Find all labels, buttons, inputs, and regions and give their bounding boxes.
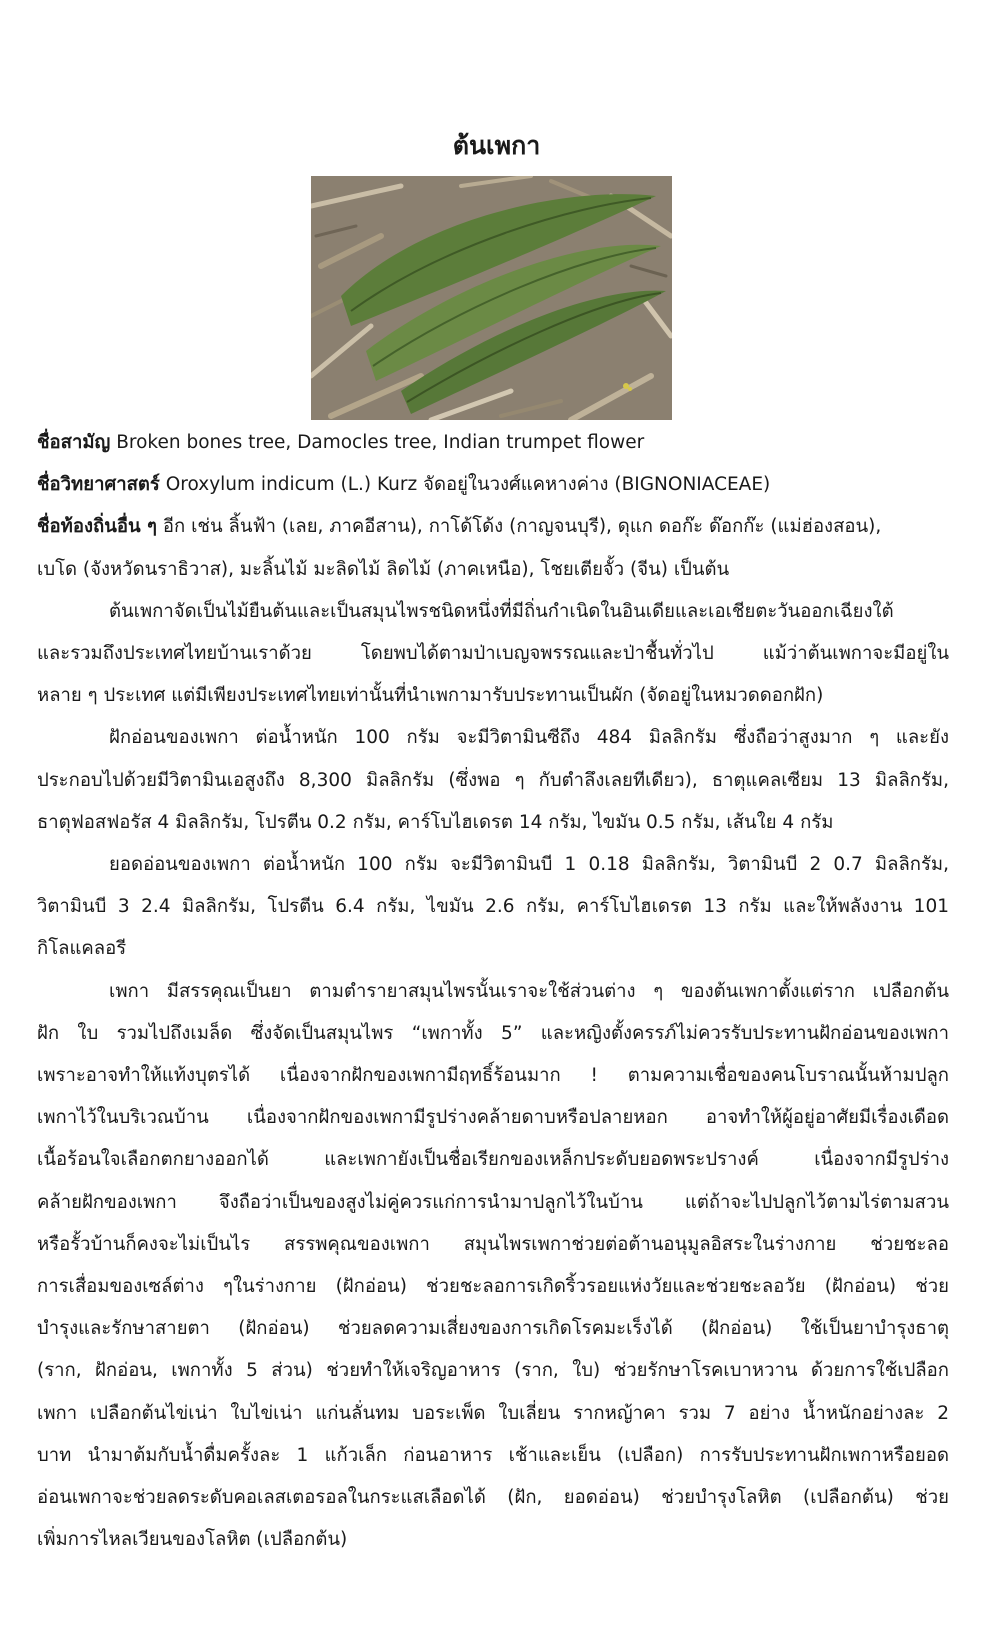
paragraph-line: วิตามินบี 3 2.4 มิลลิกรัม, โปรตีน 6.4 กรัม, ไขมัน 2.6 กรัม, คาร์โบไฮเดรต 13 กรัม และให้พลังงาน 101 — [37, 896, 949, 918]
paragraph-line: ธาตุฟอสฟอรัส 4 มิลลิกรัม, โปรตีน 0.2 กรัม, คาร์โบไฮเดรต 14 กรัม, ไขมัน 0.5 กรัม, เส้นใย 4 กรัม — [37, 811, 834, 833]
paragraph-line: เพกาไว้ในบริเวณบ้าน เนื่องจากฝักของเพกามีรูปร่างคล้ายดาบหรือปลายหอก อาจทำให้ผู้อยู่อาศัยมีเรื่องเดือด — [37, 1107, 949, 1129]
paragraph-line: เพราะอาจทำให้แท้งบุตรได้ เนื่องจากฝักของเพกามีฤทธิ์ร้อนมาก ! ตามความเชื่อของคนโบราณนั้นห้ามปลูก — [37, 1065, 949, 1087]
field-label: ชื่อวิทยาศาสตร์ — [37, 474, 160, 496]
document-body — [37, 422, 949, 1561]
paragraph-line: เพกา เปลือกต้นไข่เน่า ใบไข่เน่า แก่นลั่นทม บอระเพ็ด ใบเลี่ยน รากหญ้าคา รวม 7 อย่าง น้ำหนักอย่างละ 2 — [37, 1402, 949, 1424]
field-value: Broken bones tree, Damocles tree, Indian trumpet flower — [116, 432, 645, 453]
field-value: Oroxylum indicum (L.) Kurz จัดอยู่ในวงศ์แคหางค่าง (BIGNONIACEAE) — [165, 474, 771, 496]
field-value-line: เบโด (จังหวัดนราธิวาส), มะลิ้นไม้ มะลิดไม้ ลิดไม้ (ภาคเหนือ), โชยเตียจั้ว (จีน) เป็นต้น — [37, 558, 730, 580]
paragraph-line: อ่อนเพกาจะช่วยลดระดับคอเลสเตอรอลในกระแสเลือดได้ (ฝัก, ยอดอ่อน) ช่วยบำรุงโลหิต (เปลือกต้น) ช่วย — [37, 1487, 949, 1509]
paragraph-line: ประกอบไปด้วยมีวิตามินเอสูงถึง 8,300 มิลลิกรัม (ซึ่งพอ ๆ กับตำลึงเลยทีเดียว), ธาตุแคลเซียม 13 มิลลิกรัม, — [37, 769, 949, 791]
paragraph-line: บำรุงและรักษาสายตา (ฝักอ่อน) ช่วยลดความเสี่ยงของการเกิดโรคมะเร็งได้ (ฝักอ่อน) ใช้เป็นยาบำรุงธาตุ — [37, 1318, 949, 1340]
paragraph-line: ต้นเพกาจัดเป็นไม้ยืนต้นและเป็นสมุนไพรชนิดหนึ่งที่มีถิ่นกำเนิดในอินเดียและเอเชียตะวันออกเฉียงใต้ — [109, 600, 894, 622]
field-label: ชื่อสามัญ — [37, 432, 111, 453]
paragraph-line: และรวมถึงประเทศไทยบ้านเราด้วย โดยพบได้ตามป่าเบญจพรรณและป่าชื้นทั่วไป แม้ว่าต้นเพกาจะมีอยู่ใน — [37, 643, 949, 665]
paragraph-line: เนื้อร้อนใจเลือกตกยางออกได้ และเพกายังเป็นชื่อเรียกของเหล็กประดับยอดพระปรางค์ เนื่องจากมีรูปร่าง — [37, 1149, 949, 1171]
paragraph-line: หรือรั้วบ้านก็คงจะไม่เป็นไร สรรพคุณของเพกา สมุนไพรเพกาช่วยต่อต้านอนุมูลอิสระในร่างกาย ช่วยชะลอ — [37, 1233, 949, 1255]
paragraph-line: คล้ายฝักของเพกา จึงถือว่าเป็นของสูงไม่คู่ควรแก่การนำมาปลูกไว้ในบ้าน แต่ถ้าจะไปปลูกไว้ตามไร่ตามสวน — [37, 1191, 949, 1213]
page-title: ต้นเพกา — [452, 131, 541, 160]
paragraph-line: ฝักอ่อนของเพกา ต่อน้ำหนัก 100 กรัม จะมีวิตามินซีถึง 484 มิลลิกรัม ซึ่งถือว่าสูงมาก ๆ และยัง — [109, 727, 949, 749]
paragraph-line: เพกา มีสรรคุณเป็นยา ตามตำรายาสมุนไพรนั้นเราจะใช้ส่วนต่าง ๆ ของต้นเพกาตั้งแต่ราก เปลือกต้น — [109, 980, 949, 1002]
field-local-names — [37, 506, 949, 548]
paragraph-line: เพิ่มการไหลเวียนของโลหิต (เปลือกต้น) — [37, 1529, 348, 1551]
paragraph-line: บาท นำมาต้มกับน้ำดื่มครั้งละ 1 แก้วเล็ก ก่อนอาหาร เช้าและเย็น (เปลือก) การรับประทานฝักเพกาหรือยอด — [37, 1444, 949, 1466]
field-label: ชื่อท้องถิ่นอื่น ๆ — [37, 516, 157, 538]
field-value: อีก เช่น ลิ้นฟ้า (เลย, ภาคอีสาน), กาโด้โด้ง (กาญจนบุรี), ดุแก ดอก๊ะ ด๊อกก๊ะ (แม่ฮ่องสอน), — [162, 516, 882, 538]
field-scientific-name — [37, 464, 949, 506]
pods-photo — [311, 176, 672, 420]
paragraph-line: ยอดอ่อนของเพกา ต่อน้ำหนัก 100 กรัม จะมีวิตามินบี 1 0.18 มิลลิกรัม, วิตามินบี 2 0.7 มิลลิกรัม, — [109, 854, 949, 876]
paragraph-line: การเสื่อมของเซล์ต่าง ๆในร่างกาย (ฝักอ่อน) ช่วยชะลอการเกิดริ้วรอยแห่งวัยและช่วยชะลอวัย (ฝักอ่อน) ช่วย — [37, 1276, 949, 1298]
paragraph-line: หลาย ๆ ประเทศ แต่มีเพียงประเทศไทยเท่านั้นที่นำเพกามารับประทานเป็นผัก (จัดอยู่ในหมวดดอกฝัก) — [37, 685, 824, 707]
field-common-name — [37, 422, 949, 464]
paragraph-line: กิโลแคลอรี — [37, 938, 127, 960]
paragraph-line: (ราก, ฝักอ่อน, เพกาทั้ง 5 ส่วน) ช่วยทำให้เจริญอาหาร (ราก, ใบ) ช่วยรักษาโรคเบาหวาน ด้วยการใช้เปลือก — [37, 1360, 949, 1382]
paragraph-line: ฝัก ใบ รวมไปถึงเมล็ด ซึ่งจัดเป็นสมุนไพร “เพกาทั้ง 5” และหญิงตั้งครรภ์ไม่ควรรับประทานฝักอ่อนของเพกา — [37, 1022, 949, 1044]
